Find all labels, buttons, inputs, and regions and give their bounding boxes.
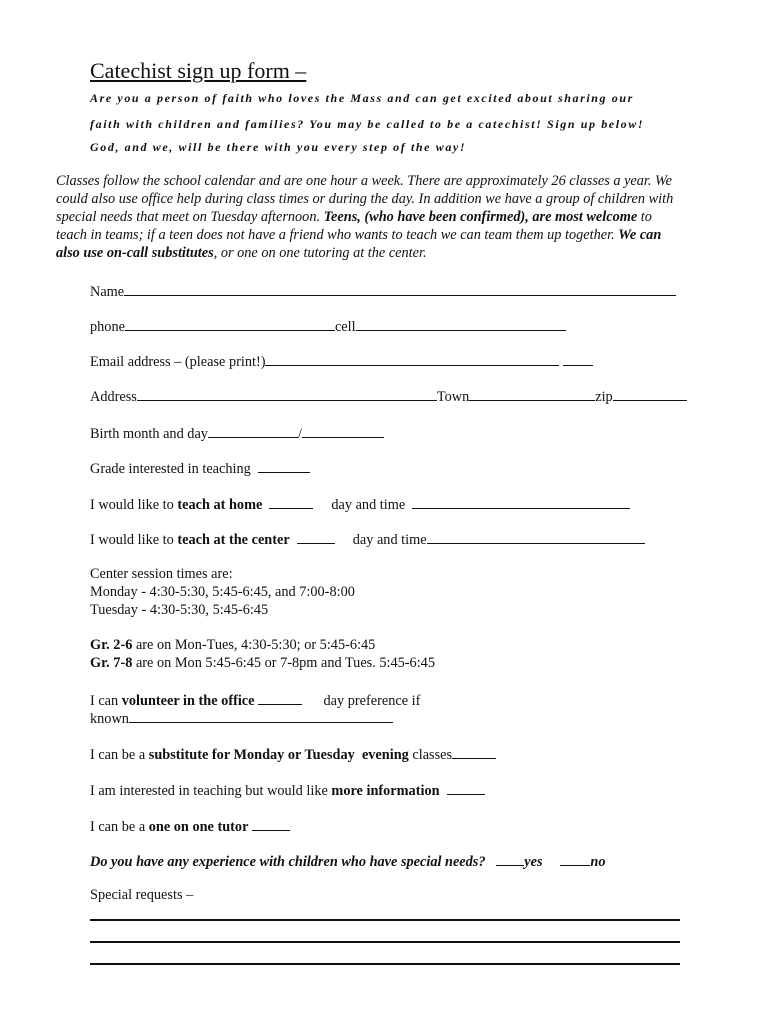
cell-field[interactable] xyxy=(356,316,566,331)
town-field[interactable] xyxy=(469,386,595,401)
grades-2-6-line: Gr. 2-6 are on Mon-Tues, 4:30-5:30; or 5:45-6:45 xyxy=(90,637,376,653)
address-label: Address xyxy=(90,389,137,405)
sessions-heading: Center session times are: xyxy=(90,566,233,582)
address-row xyxy=(90,386,687,406)
substitute-field[interactable] xyxy=(452,744,496,759)
more-info-field[interactable] xyxy=(447,780,485,795)
volunteer-day-field[interactable] xyxy=(129,708,393,723)
teach-home-field[interactable] xyxy=(269,494,313,509)
more-info-row: I am interested in teaching but would like more information xyxy=(90,780,485,800)
special-needs-question: Do you have any experience with children who have special needs? xyxy=(90,854,486,870)
intro-paragraph: Classes follow the school calendar and are one hour a week. There are approximately 26 classes a year. We could also use office help during class times or during the day. In addition we have a group of children with special needs that meet on Tuesday afternoon. Teens, (who have been confirmed), are most welcome to teach in teams; if a teen does not have a friend who wants to teach we can team them up together. We can also use on-call substitutes, or one on one tutoring at the center. xyxy=(56,173,674,261)
town-label: Town xyxy=(436,389,470,405)
teach-center-row: I would like to teach at the center day and time xyxy=(90,529,645,549)
birth-month-field[interactable] xyxy=(208,423,298,438)
teach-center-label: teach at the center xyxy=(177,532,290,548)
special-requests-label: Special requests – xyxy=(90,887,194,903)
grade-label: Grade interested in teaching xyxy=(90,461,251,477)
tutor-label: one on one tutor xyxy=(148,819,249,835)
volunteer-known-row: known xyxy=(90,708,393,728)
tutor-row: I can be a one on one tutor xyxy=(90,816,290,836)
grade-field[interactable] xyxy=(258,458,310,473)
tutor-field[interactable] xyxy=(252,816,290,831)
substitute-row: I can be a substitute for Monday or Tuesday evening classes xyxy=(90,744,496,764)
name-label: Name xyxy=(90,284,125,300)
volunteer-field[interactable] xyxy=(258,690,302,705)
teach-home-daytime-field[interactable] xyxy=(412,494,630,509)
grade-row xyxy=(90,458,310,478)
teach-center-field[interactable] xyxy=(297,529,335,544)
name-row xyxy=(90,281,676,301)
volunteer-label: volunteer in the office xyxy=(121,693,255,709)
teach-home-label: teach at home xyxy=(177,497,263,513)
subtitle-line-2: faith with children and families? You may be called to be a catechist! Sign up below! xyxy=(90,117,645,131)
volunteer-row: I can volunteer in the office day preference if xyxy=(90,690,420,710)
more-info-label: more information xyxy=(331,783,440,799)
zip-label: zip xyxy=(595,389,613,405)
address-field[interactable] xyxy=(137,386,437,401)
birth-label: Birth month and day xyxy=(90,426,208,442)
email-row xyxy=(90,351,593,371)
substitute-label: substitute for Monday or Tuesday xyxy=(148,747,355,763)
grades-7-8-line: Gr. 7-8 are on Mon 5:45-6:45 or 7-8pm and Tues. 5:45-6:45 xyxy=(90,655,435,671)
special-needs-row: Do you have any experience with children who have special needs? yes no xyxy=(90,851,606,871)
phone-row xyxy=(90,316,566,336)
email-field[interactable] xyxy=(265,351,559,366)
special-needs-no-field[interactable] xyxy=(560,851,590,866)
email-label: Email address – (please print!) xyxy=(90,354,266,370)
phone-label: phone xyxy=(90,319,125,335)
email-field-extra[interactable] xyxy=(563,351,593,366)
teach-home-row: I would like to teach at home day and time xyxy=(90,494,630,514)
zip-field[interactable] xyxy=(613,386,687,401)
cell-label: cell xyxy=(334,319,356,335)
sessions-monday: Monday - 4:30-5:30, 5:45-6:45, and 7:00-8:00 xyxy=(90,584,355,600)
subtitle-line-1: Are you a person of faith who loves the Mass and can get excited about sharing our xyxy=(90,91,634,105)
sessions-tuesday: Tuesday - 4:30-5:30, 5:45-6:45 xyxy=(90,602,269,618)
page-title: Catechist sign up form – xyxy=(90,58,307,83)
birth-day-field[interactable] xyxy=(302,423,384,438)
special-requests-line-3[interactable] xyxy=(90,963,680,965)
name-field[interactable] xyxy=(124,281,676,296)
special-requests-line-1[interactable] xyxy=(90,919,680,921)
birth-separator: / xyxy=(297,426,302,442)
phone-field[interactable] xyxy=(125,316,335,331)
birth-row xyxy=(90,423,384,443)
teach-center-daytime-field[interactable] xyxy=(427,529,645,544)
special-needs-yes-field[interactable] xyxy=(496,851,524,866)
subtitle-line-3: God, and we, will be there with you every step of the way! xyxy=(90,140,467,154)
special-requests-line-2[interactable] xyxy=(90,941,680,943)
